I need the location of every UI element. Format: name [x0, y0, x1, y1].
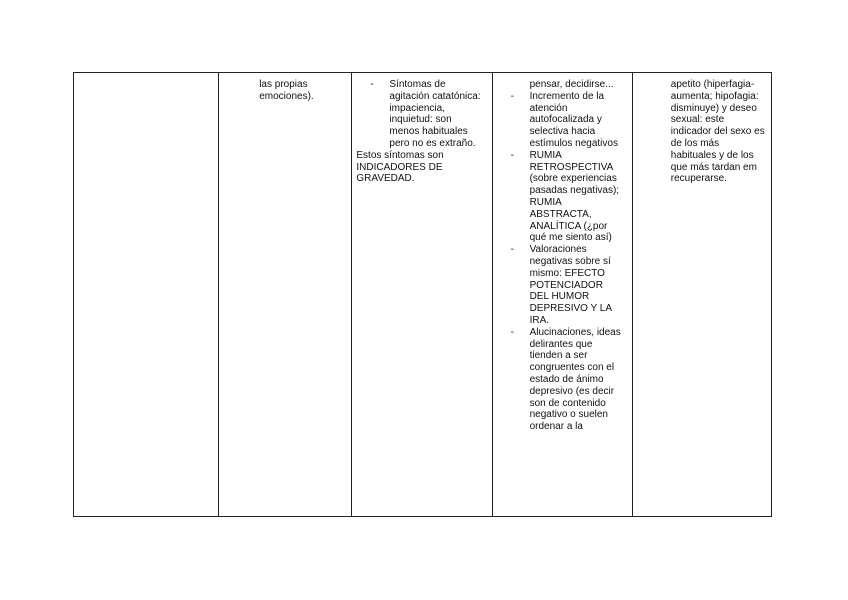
table-cell-appetite — [632, 73, 771, 517]
bullet-list — [493, 91, 632, 433]
table-cell-catatonic-agitation — [352, 73, 492, 517]
table-cell-emotions — [219, 73, 352, 517]
list-item: - RUMIA RETROSPECTIVA (sobre experiencias pasadas negativas); RUMIA ABSTRACTA, ANALÍTICA (¿por qué me siento así) — [493, 150, 632, 244]
cell-text: las propias emociones). — [259, 79, 314, 102]
continuation-text: pensar, decidirse... — [529, 79, 614, 90]
table-row — [74, 73, 772, 517]
list-item: - Valoraciones negativas sobre sí mismo: EFECTO POTENCIADOR DEL HUMOR DEPRESIVO Y LA IRA. — [493, 244, 632, 327]
table-cell-cognitive-symptoms — [492, 73, 632, 517]
cell-text: apetito (hiperfagia-aumenta; hipofagia: disminuye) y deseo sexual: este indicador del sexo es de los más habituales y de los que más tardan em recuperarse. — [670, 79, 765, 185]
symptoms-table — [73, 72, 772, 517]
list-item: - Incremento de la atención autofocalizada y selectiva hacia estímulos negativos — [493, 91, 632, 150]
list-item: - Alucinaciones, ideas delirantes que tienden a ser congruentes con el estado de ánimo depresivo (es decir son de contenido negativo o suelen ordenar a la — [493, 327, 632, 433]
table-cell-empty — [74, 73, 219, 517]
list-item: - Síntomas de agitación catatónica: impaciencia, inquietud: son menos habituales pero no es extraño. — [352, 79, 491, 150]
gravity-indicator-text: Estos síntomas son INDICADORES DE GRAVEDAD. — [356, 149, 444, 185]
bullet-list — [352, 79, 491, 150]
